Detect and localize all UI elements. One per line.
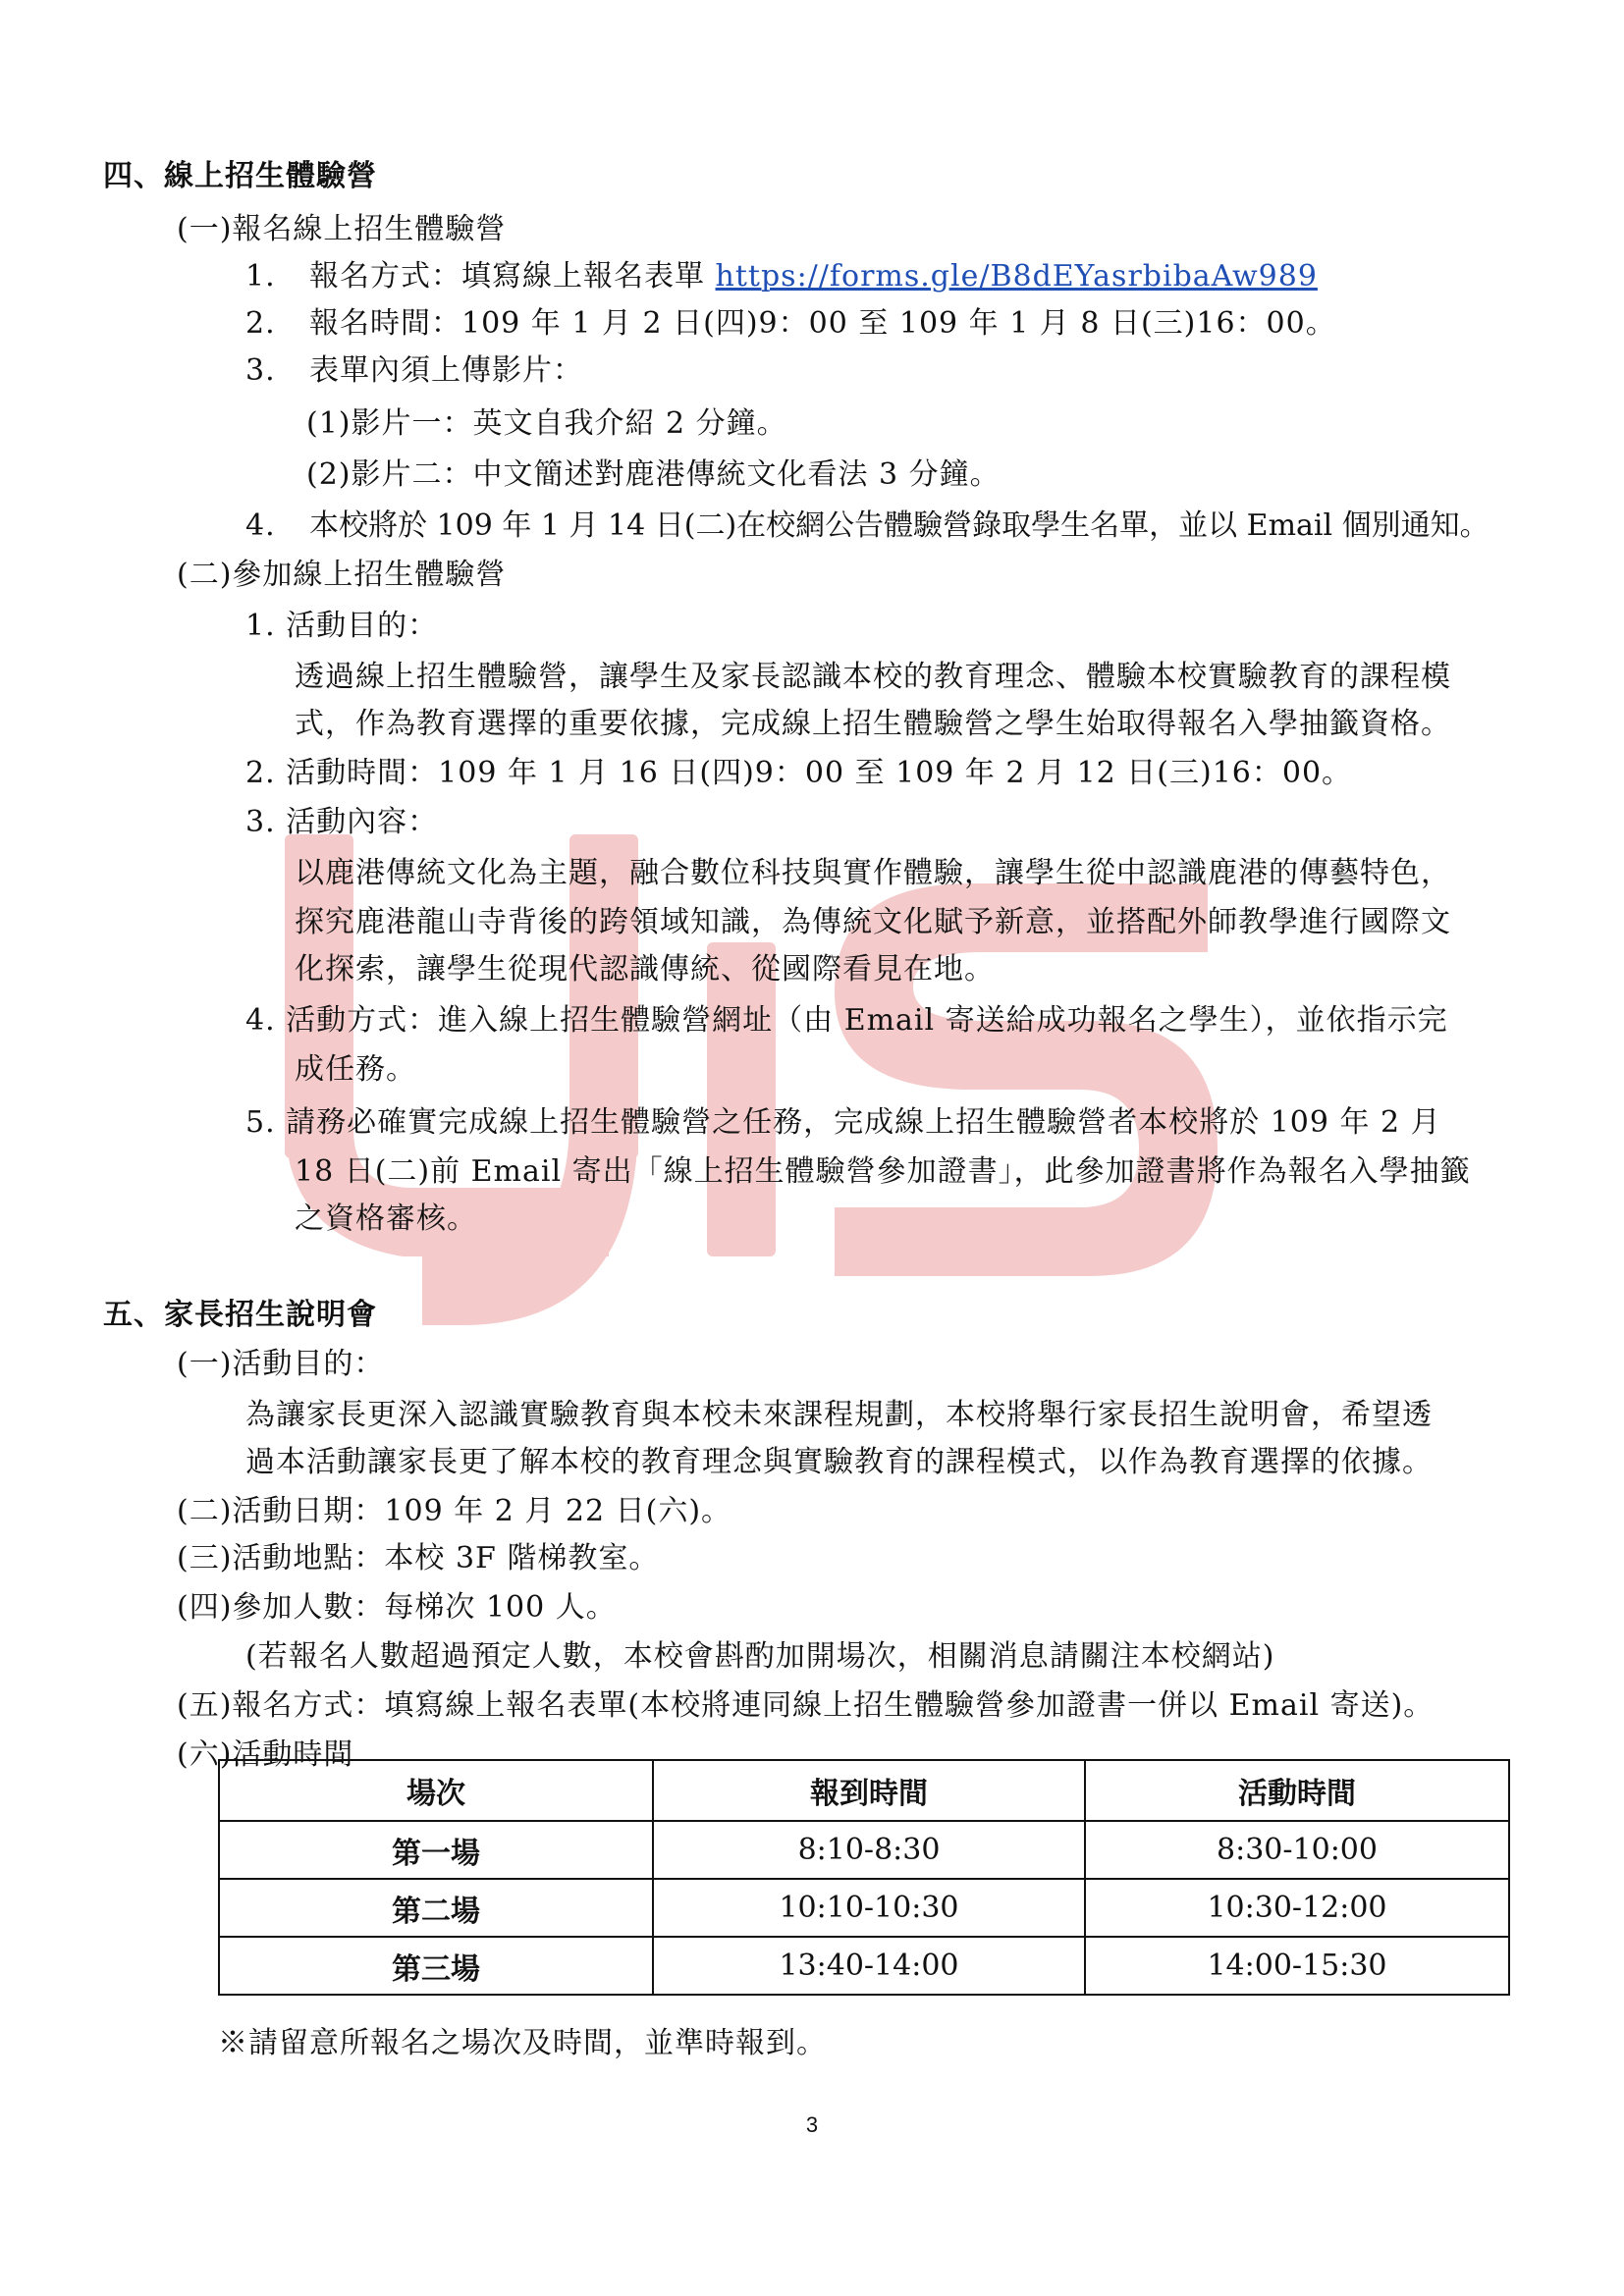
- column-header-activity-time: 活動時間: [1085, 1760, 1509, 1821]
- section-5-sub1-heading: (一)活動目的：: [177, 1347, 385, 1381]
- section-5-registration-method: (五)報名方式：填寫線上報名表單(本校將連同線上招生體驗營參加證書一併以 Email 寄送)。: [177, 1688, 1435, 1723]
- table-row: [219, 1821, 1509, 1879]
- section-4-sub2-item1-body: 式，作為教育選擇的重要依據，完成線上招生體驗營之學生始取得報名入學抽籤資格。: [295, 707, 1451, 741]
- section-4-sub2-item3-body: 化探索，讓學生從現代認識傳統、從國際看見在地。: [295, 952, 995, 987]
- section-4-sub1-item3: [245, 351, 583, 391]
- section-4-title: 四、線上招生體驗營: [103, 159, 377, 193]
- session-cell: 第二場: [219, 1879, 653, 1937]
- item-number: 4.: [245, 508, 276, 543]
- schedule-table: [218, 1759, 1510, 1996]
- checkin-time-cell: 8:10-8:30: [653, 1821, 1085, 1879]
- section-4-sub2-item3-body: 以鹿港傳統文化為主題，融合數位科技與實作體驗，讓學生從中認識鹿港的傳藝特色，: [295, 856, 1451, 890]
- column-header-checkin-time: 報到時間: [653, 1760, 1085, 1821]
- checkin-time-cell: 13:40-14:00: [653, 1937, 1085, 1995]
- registration-form-link[interactable]: https://forms.gle/B8dEYasrbibaAw989: [715, 259, 1318, 294]
- section-5-attendance-note: (若報名人數超過預定人數，本校會斟酌加開場次，相關消息請關注本校網站): [245, 1639, 1275, 1674]
- table-header-row: [219, 1760, 1509, 1821]
- section-4-sub2-item5-body: 18 日(二)前 Email 寄出「線上招生體驗營參加證書」，此參加證書將作為報名入學抽籤: [295, 1154, 1471, 1189]
- section-5-title: 五、家長招生說明會: [103, 1298, 377, 1332]
- section-4-sub1-item4: [245, 507, 1489, 546]
- section-5-schedule-heading: (六)活動時間: [177, 1737, 354, 1772]
- item-number: 1.: [245, 259, 276, 294]
- session-cell: 第三場: [219, 1937, 653, 1995]
- section-4-sub2-item1-body: 透過線上招生體驗營，讓學生及家長認識本校的教育理念、體驗本校實驗教育的課程模: [295, 660, 1451, 694]
- section-4-sub2-item5-body: 之資格審核。: [295, 1201, 477, 1236]
- item-label: 報名方式：填寫線上報名表單: [309, 259, 705, 294]
- page-number: 3: [805, 2112, 819, 2137]
- section-4-sub1-item3-video1: (1)影片一：英文自我介紹 2 分鐘。: [306, 406, 787, 441]
- session-cell: 第一場: [219, 1821, 653, 1879]
- section-4-sub1-heading: (一)報名線上招生體驗營: [177, 212, 507, 246]
- table-row: [219, 1937, 1509, 1995]
- section-5-attendance: (四)參加人數：每梯次 100 人。: [177, 1590, 617, 1625]
- item-text: 本校將於 109 年 1 月 14 日(二)在校網公告體驗營錄取學生名單，並以 Email 個別通知。: [309, 508, 1489, 543]
- section-4-sub2-item5: 5. 請務必確實完成線上招生體驗營之任務，完成線上招生體驗營者本校將於 109 年 2 月: [245, 1105, 1441, 1140]
- section-5-sub1-body: 為讓家長更深入認識實驗教育與本校未來課程規劃，本校將舉行家長招生說明會，希望透: [245, 1398, 1433, 1432]
- section-4-sub1-item1: [245, 257, 1318, 296]
- section-4-sub1-item2: [245, 304, 1336, 344]
- section-4-sub2-item4: 4. 活動方式：進入線上招生體驗營網址（由 Email 寄送給成功報名之學生），並依指示完: [245, 1003, 1448, 1038]
- checkin-time-cell: 10:10-10:30: [653, 1879, 1085, 1937]
- section-5-sub1-body: 過本活動讓家長更了解本校的教育理念與實驗教育的課程模式，以作為教育選擇的依據。: [245, 1445, 1433, 1479]
- section-5-event-location: (三)活動地點：本校 3F 階梯教室。: [177, 1541, 660, 1575]
- section-4-sub2-heading: (二)參加線上招生體驗營: [177, 558, 507, 592]
- section-4-sub2-item2: 2. 活動時間：109 年 1 月 16 日(四)9：00 至 109 年 2 月 12 日(三)16：00。: [245, 756, 1353, 790]
- section-4-sub2-item1: 1. 活動目的：: [245, 609, 439, 643]
- activity-time-cell: 14:00-15:30: [1085, 1937, 1509, 1995]
- item-text: 表單內須上傳影片：: [309, 353, 583, 388]
- activity-time-cell: 10:30-12:00: [1085, 1879, 1509, 1937]
- section-5-event-date: (二)活動日期：109 年 2 月 22 日(六)。: [177, 1494, 732, 1528]
- table-row: [219, 1879, 1509, 1937]
- section-4-sub2-item4-body: 成任務。: [295, 1052, 416, 1087]
- activity-time-cell: 8:30-10:00: [1085, 1821, 1509, 1879]
- schedule-note: ※請留意所報名之場次及時間，並準時報到。: [218, 2026, 827, 2060]
- section-4-sub2-item3-body: 探究鹿港龍山寺背後的跨領域知識，為傳統文化賦予新意，並搭配外師教學進行國際文: [295, 905, 1451, 939]
- item-text: 報名時間：109 年 1 月 2 日(四)9：00 至 109 年 1 月 8 日(三)16：00。: [309, 306, 1336, 341]
- item-number: 3.: [245, 353, 276, 388]
- item-number: 2.: [245, 306, 276, 341]
- section-4-sub2-item3: 3. 活動內容：: [245, 805, 439, 839]
- ljis-watermark-logo: [285, 825, 1227, 1335]
- section-4-sub1-item3-video2: (2)影片二：中文簡述對鹿港傳統文化看法 3 分鐘。: [306, 457, 1001, 492]
- column-header-session: 場次: [219, 1760, 653, 1821]
